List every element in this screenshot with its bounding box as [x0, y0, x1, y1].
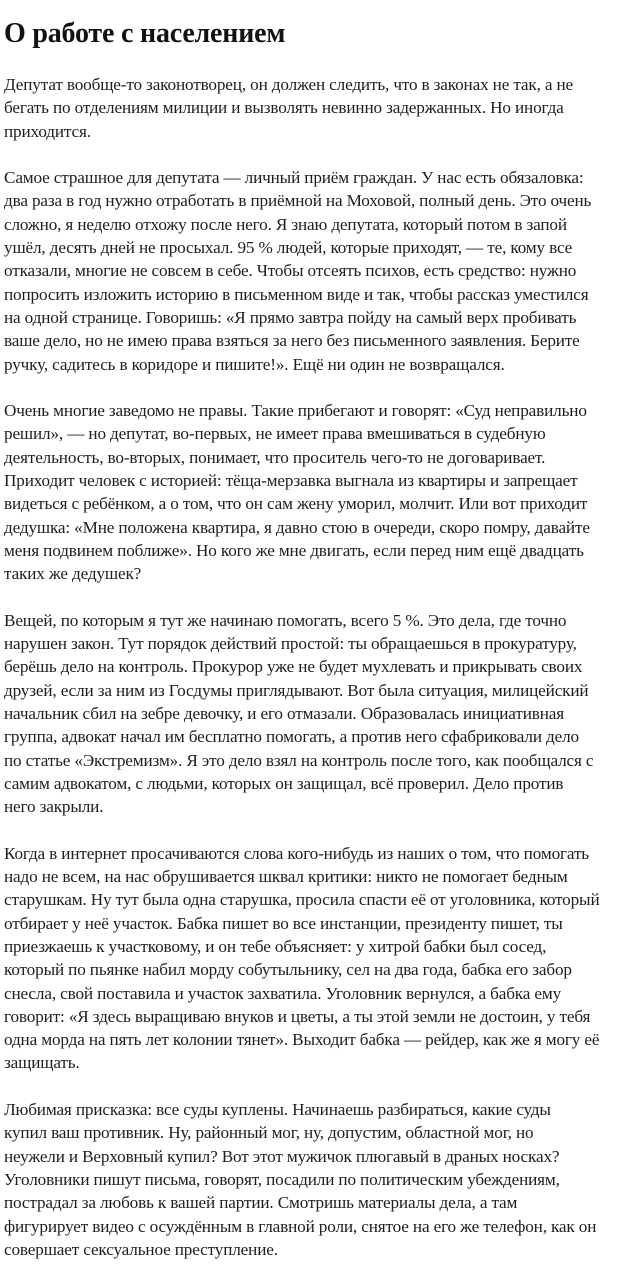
paragraph-line: старушкам. Ну тут была одна старушка, просила спасти её от уголовника, который	[4, 890, 600, 910]
paragraph-line: берёшь дело на контроль. Прокурор уже не будет мухлевать и прикрывать своих	[4, 657, 583, 677]
paragraph-line: Вещей, по которым я тут же начинаю помогать, всего 5 %. Это дела, где точно	[4, 610, 567, 630]
paragraph-line: на одной странице. Говоришь: «Я прямо завтра пойду на самый верх пробивать	[4, 307, 577, 327]
paragraph-line: группа, адвокат начал им бесплатно помогать, а против него сфабриковали дело	[4, 727, 579, 747]
paragraph	[4, 166, 625, 376]
article-body	[4, 73, 625, 1261]
paragraph-line: Любимая присказка: все суды куплены. Начинаешь разбираться, какие суды	[4, 1100, 551, 1120]
paragraph	[4, 609, 625, 819]
paragraph-line: Уголовники пишут письма, говорят, посадили по политическим убеждениям,	[4, 1169, 560, 1189]
paragraph-line: пострадал за любовь к вашей партии. Смотришь материалы дела, а там	[4, 1193, 518, 1213]
paragraph-line: отбирает у неё участок. Бабка пишет во все инстанции, президенту пишет, ты	[4, 913, 563, 933]
paragraph-line: Очень многие заведомо не правы. Такие прибегают и говорят: «Суд неправильно	[4, 401, 587, 421]
paragraph-line: приходится.	[4, 121, 91, 141]
paragraph-line: Самое страшное для депутата — личный приём граждан. У нас есть обязаловка:	[4, 168, 584, 188]
paragraph-line: меня подвинем поближе». Но кого же мне двигать, если перед ним ещё двадцать	[4, 540, 584, 560]
paragraph-line: видеться с ребёнком, а о том, что он сам жену уморил, молчит. Или вот приходит	[4, 494, 588, 514]
paragraph-line: таких же дедушек?	[4, 564, 142, 584]
paragraph-line: защищать.	[4, 1053, 80, 1073]
paragraph-line: друзей, если за ним из Госдумы приглядывают. Вот была ситуация, милицейский	[4, 680, 589, 700]
paragraph-line: попросить изложить историю в письменном виде и так, чтобы рассказ уместился	[4, 284, 589, 304]
paragraph-line: бегать по отделениям милиции и вызволять невинно задержанных. Но иногда	[4, 98, 564, 118]
paragraph-line: сложно, я неделю отхожу после него. Я знаю депутата, который потом в запой	[4, 214, 567, 234]
paragraph-line: деятельность, во-вторых, понимает, что проситель чего-то не договаривает.	[4, 447, 546, 467]
paragraph-line: ручку, садитесь в коридоре и пишите!». Ещё ни один не возвращался.	[4, 354, 505, 374]
paragraph-line: начальник сбил на зебре девочку, и его отмазали. Образовалась инициативная	[4, 704, 564, 724]
paragraph-line: нарушен закон. Тут порядок действий простой: ты обращаешься в прокуратуру,	[4, 634, 577, 654]
paragraph-line: который по пьянке набил морду собутыльнику, сел на два года, бабка его забор	[4, 960, 572, 980]
paragraph-line: снесла, свой поставила и участок захватила. Уголовник вернулся, а бабка ему	[4, 983, 562, 1003]
paragraph-line: неужели и Верховный купил? Вот этот мужичок плюгавый в драных носках?	[4, 1146, 560, 1166]
paragraph	[4, 842, 625, 1075]
paragraph-line: надо не всем, на нас обрушивается шквал критики: никто не помогает бедным	[4, 867, 568, 887]
paragraph	[4, 1098, 625, 1261]
paragraph	[4, 399, 625, 585]
paragraph-line: приезжаешь к участковому, и он тебе объясняет: у хитрой бабки был сосед,	[4, 936, 547, 956]
paragraph	[4, 73, 625, 143]
paragraph-line: ваше дело, но не имею права взяться за него без письменного заявления. Берите	[4, 331, 580, 351]
paragraph-line: совершает сексуальное преступление.	[4, 1239, 278, 1259]
paragraph-line: самим адвокатом, с людьми, которых он защищал, всё проверил. Дело против	[4, 773, 564, 793]
paragraph-line: отказали, многие не совсем в себе. Чтобы отсеять психов, есть средство: нужно	[4, 261, 577, 281]
paragraph-line: два раза в год нужно отработать в приёмной на Моховой, полный день. Это очень	[4, 191, 592, 211]
paragraph-line: одна морда на пять лет колонии тянет». Выходит бабка — рейдер, как же я могу её	[4, 1030, 600, 1050]
paragraph-line: ушёл, десять дней не просыхал. 95 % людей, которые приходят, — те, кому все	[4, 238, 573, 258]
paragraph-line: него закрыли.	[4, 797, 104, 817]
paragraph-line: фигурирует видео с осуждённым в главной роли, снятое на его же телефон, как он	[4, 1216, 597, 1236]
paragraph-line: по статье «Экстремизм». Я это дело взял на контроль после того, как пообщался с	[4, 750, 594, 770]
paragraph-line: Депутат вообще-то законотворец, он должен следить, что в законах не так, а не	[4, 75, 574, 94]
paragraph-line: купил ваш противник. Ну, районный мог, ну, допустим, областной мог, но	[4, 1123, 534, 1143]
article-title: О работе с населением	[4, 18, 286, 49]
paragraph-line: Когда в интернет просачиваются слова кого-нибудь из наших о том, что помогать	[4, 843, 589, 863]
paragraph-line: Приходит человек с историей: тёща-мерзавка выгнала из квартиры и запрещает	[4, 471, 578, 491]
paragraph-line: говорит: «Я здесь выращиваю внуков и цветы, а ты этой земли не достоин, у тебя	[4, 1006, 591, 1026]
paragraph-line: дедушка: «Мне положена квартира, я давно стою в очереди, скоро помру, давайте	[4, 517, 590, 537]
paragraph-line: решил», — но депутат, во-первых, не имеет права вмешиваться в судебную	[4, 424, 546, 444]
